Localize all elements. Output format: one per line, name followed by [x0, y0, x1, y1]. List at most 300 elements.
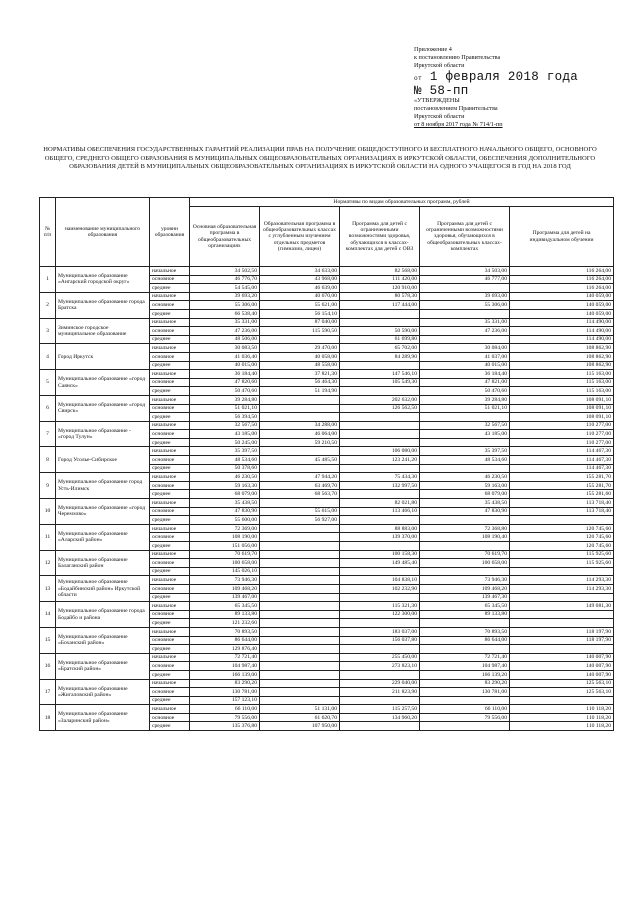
municipality-name: Город Иркутск — [56, 344, 150, 370]
municipality-name: Муниципальное образование город Усть-Илимск — [56, 473, 150, 499]
norm-value-c1: 55 600,00 — [190, 516, 260, 525]
education-level: начальное — [150, 550, 190, 559]
norm-value-c1: 48 506,00 — [190, 335, 260, 344]
header-c2: Образовательная программа в общеобразовательных классах с углубленным изучением отдельных предметов (гимназии, лицеи) — [260, 207, 340, 267]
norm-value-c5: 155 281,60 — [510, 490, 614, 499]
norm-value-c2: 47 944,20 — [260, 473, 340, 482]
norm-value-c5 — [510, 619, 614, 628]
municipality-name: Муниципальное образование «Жигаловский район» — [56, 679, 150, 705]
norm-value-c5: 116 264,00 — [510, 267, 614, 276]
education-level: среднее — [150, 387, 190, 396]
municipality-name: Муниципальное образование Балаганский район — [56, 550, 150, 576]
norm-value-c3: 120 910,00 — [340, 284, 420, 293]
norm-value-c2: 40 058,00 — [260, 352, 340, 361]
norm-value-c4: 35 438,50 — [420, 499, 510, 508]
norm-value-c1: 89 133,80 — [190, 610, 260, 619]
norm-value-c2: 56 464,30 — [260, 378, 340, 387]
header-name: наименование муниципального образования — [56, 198, 150, 267]
education-level: начальное — [150, 524, 190, 533]
norm-value-c4 — [420, 542, 510, 551]
education-level: среднее — [150, 542, 190, 551]
norm-value-c4 — [420, 567, 510, 576]
norm-value-c3: 273 823,10 — [340, 662, 420, 671]
norm-value-c2: 59 210,50 — [260, 438, 340, 447]
norm-value-c3: 139 370,00 — [340, 533, 420, 542]
norm-value-c3 — [340, 670, 420, 679]
row-number: 17 — [40, 679, 56, 705]
norm-value-c4: 73 946,30 — [420, 576, 510, 585]
norm-value-c5: 120 745,60 — [510, 542, 614, 551]
norm-value-c5: 140 059,00 — [510, 292, 614, 301]
education-level: среднее — [150, 309, 190, 318]
norm-value-c5: 113 718,40 — [510, 499, 614, 508]
norm-value-c4 — [420, 335, 510, 344]
table-row — [40, 679, 614, 688]
education-level: начальное — [150, 421, 190, 430]
norm-value-c4 — [420, 722, 510, 731]
norm-value-c1: 35 397,50 — [190, 447, 260, 456]
row-number: 1 — [40, 267, 56, 293]
municipality-name: Муниципальное образование города Бодайбо и района — [56, 602, 150, 628]
appendix-date-row — [414, 71, 614, 85]
norm-value-c2 — [260, 464, 340, 473]
norm-value-c1: 47 820,60 — [190, 378, 260, 387]
norm-value-c5: 114 490,00 — [510, 335, 614, 344]
education-level: начальное — [150, 627, 190, 636]
norm-value-c2 — [260, 542, 340, 551]
norm-value-c3: 105 549,30 — [340, 378, 420, 387]
norm-value-c2 — [260, 584, 340, 593]
norm-value-c5: 108 862,90 — [510, 352, 614, 361]
norm-value-c3 — [340, 542, 420, 551]
norm-value-c1: 135 376,80 — [190, 722, 260, 731]
norm-value-c2 — [260, 696, 340, 705]
norm-value-c2: 34 288,00 — [260, 421, 340, 430]
header-level: уровни образования — [150, 198, 190, 267]
norm-value-c4: 40 015,00 — [420, 361, 510, 370]
norm-value-c5: 114 467,30 — [510, 464, 614, 473]
norm-value-c2 — [260, 610, 340, 619]
table-row — [40, 653, 614, 662]
education-level: среднее — [150, 361, 190, 370]
norm-value-c2: 55 621,00 — [260, 301, 340, 310]
norm-value-c3: 211 823,90 — [340, 688, 420, 697]
norm-value-c4: 108 190,40 — [420, 533, 510, 542]
norm-value-c4: 55 306,00 — [420, 301, 510, 310]
row-number: 10 — [40, 499, 56, 525]
norm-value-c2 — [260, 559, 340, 568]
norm-value-c5: 110 118,20 — [510, 722, 614, 731]
table-row — [40, 705, 614, 714]
norm-value-c4: 32 567,50 — [420, 421, 510, 430]
norm-value-c3 — [340, 387, 420, 396]
municipality-name: Муниципальное образование «Заларинский район» — [56, 705, 150, 731]
norm-value-c5: 108 091,10 — [510, 404, 614, 413]
education-level: основное — [150, 404, 190, 413]
norm-value-c4 — [420, 438, 510, 447]
norm-value-c1: 35 331,00 — [190, 318, 260, 327]
table-row — [40, 602, 614, 611]
norm-value-c2: 37 821,30 — [260, 370, 340, 379]
norm-value-c4: 30 084,00 — [420, 344, 510, 353]
norm-value-c1: 40 015,00 — [190, 361, 260, 370]
appendix-block — [414, 46, 614, 129]
norm-value-c3: 113 466,10 — [340, 507, 420, 516]
norm-value-c4: 89 133,80 — [420, 610, 510, 619]
education-level: основное — [150, 275, 190, 284]
municipality-name: Муниципальное образование «Бодайбинский район» Иркутской области — [56, 576, 150, 602]
norm-value-c4: 130 781,00 — [420, 688, 510, 697]
norm-value-c5: 108 862,90 — [510, 344, 614, 353]
norm-value-c4: 46 777,00 — [420, 275, 510, 284]
education-level: начальное — [150, 705, 190, 714]
norm-value-c3: 149 485,40 — [340, 559, 420, 568]
table-row — [40, 447, 614, 456]
education-level: среднее — [150, 670, 190, 679]
norm-value-c1: 68 079,00 — [190, 490, 260, 499]
norm-value-c4: 100 658,00 — [420, 559, 510, 568]
norm-value-c4: 46 230,50 — [420, 473, 510, 482]
norm-value-c1: 43 185,00 — [190, 430, 260, 439]
education-level: среднее — [150, 490, 190, 499]
table-row — [40, 576, 614, 585]
norm-value-c2: 107 950,00 — [260, 722, 340, 731]
norm-value-c1: 32 567,50 — [190, 421, 260, 430]
norm-value-c5: 108 862,90 — [510, 361, 614, 370]
row-number: 7 — [40, 421, 56, 447]
norm-value-c3 — [340, 490, 420, 499]
education-level: начальное — [150, 344, 190, 353]
norm-value-c4 — [420, 516, 510, 525]
norm-value-c2: 55 615,00 — [260, 507, 340, 516]
table-row — [40, 524, 614, 533]
norm-value-c3 — [340, 464, 420, 473]
header-num: № п/п — [40, 198, 56, 267]
norm-value-c2: 87 040,00 — [260, 318, 340, 327]
norm-value-c2: 48 558,00 — [260, 361, 340, 370]
norm-value-c5: 110 277,00 — [510, 421, 614, 430]
education-level: основное — [150, 352, 190, 361]
education-level: начальное — [150, 576, 190, 585]
norm-value-c1: 50 378,60 — [190, 464, 260, 473]
norm-value-c4 — [420, 413, 510, 422]
norm-value-c4: 79 556,00 — [420, 713, 510, 722]
norm-value-c2: 61 620,70 — [260, 713, 340, 722]
norm-value-c5: 114 293,30 — [510, 576, 614, 585]
norm-value-c1: 83 290,20 — [190, 679, 260, 688]
norm-value-c5: 115 163,00 — [510, 378, 614, 387]
norm-value-c1: 50 245,00 — [190, 438, 260, 447]
norm-value-c2: 56 927,00 — [260, 516, 340, 525]
norm-value-c2 — [260, 662, 340, 671]
norm-value-c2: 115 590,50 — [260, 327, 340, 336]
document-title: НОРМАТИВЫ ОБЕСПЕЧЕНИЯ ГОСУДАРСТВЕННЫХ ГАРАНТИЙ РЕАЛИЗАЦИИ ПРАВ НА ПОЛУЧЕНИЕ ОБЩЕДОСТУПНОГО И БЕСПЛАТНОГО НАЧАЛЬНОГО ОБЩЕГО, ОСНОВНОГО ОБЩЕГО, СРЕДНЕГО ОБЩЕГО ОБРАЗОВАНИЯ В МУНИЦИПАЛЬНЫХ ОБЩЕОБРАЗОВАТЕЛЬНЫХ ОРГАНИЗАЦИЯХ В ИРКУТСКОЙ ОБЛАСТИ, ОБЕСПЕЧЕНИЯ ДОПОЛНИТЕЛЬНОГО ОБРАЗОВАНИЯ ДЕТЕЙ В МУНИЦИПАЛЬНЫХ ОБЩЕОБРАЗОВАТЕЛЬНЫХ ОРГАНИЗАЦИЯХ В ИРКУТСКОЙ ОБЛАСТИ НА ОДНОГО УЧАЩЕГОСЯ В ГОД НА 2018 ГОД — [43, 146, 597, 171]
norm-value-c1: 30 083,50 — [190, 344, 260, 353]
norm-value-c3: 106 080,00 — [340, 447, 420, 456]
norm-value-c2 — [260, 524, 340, 533]
education-level: основное — [150, 610, 190, 619]
norm-value-c1: 79 556,00 — [190, 713, 260, 722]
norm-value-c2: 40 670,00 — [260, 292, 340, 301]
education-level: среднее — [150, 593, 190, 602]
norm-value-c3: 202 632,00 — [340, 395, 420, 404]
norm-value-c3 — [340, 430, 420, 439]
norm-value-c5: 149 081,30 — [510, 602, 614, 611]
norm-value-c1: 130 781,00 — [190, 688, 260, 697]
education-level: среднее — [150, 438, 190, 447]
norm-value-c1: 72 369,00 — [190, 524, 260, 533]
norm-value-c2 — [260, 645, 340, 654]
municipality-name: Муниципальное образование «город Саянск» — [56, 370, 150, 396]
norm-value-c4: 166 139,20 — [420, 670, 510, 679]
education-level: среднее — [150, 335, 190, 344]
norm-value-c5: 125 563,10 — [510, 679, 614, 688]
norm-value-c2: 46 639,00 — [260, 284, 340, 293]
norm-value-c2 — [260, 499, 340, 508]
norm-value-c3 — [340, 645, 420, 654]
education-level: основное — [150, 456, 190, 465]
table-row — [40, 473, 614, 482]
table-row — [40, 344, 614, 353]
norm-value-c3: 183 037,00 — [340, 627, 420, 636]
norm-value-c3 — [340, 361, 420, 370]
norm-value-c2: 63 469,70 — [260, 481, 340, 490]
row-number: 4 — [40, 344, 56, 370]
norm-value-c5: 115 163,00 — [510, 387, 614, 396]
norm-value-c5: 120 745,60 — [510, 524, 614, 533]
education-level: начальное — [150, 395, 190, 404]
education-level: основное — [150, 430, 190, 439]
date-prefix: от — [414, 74, 423, 82]
norm-value-c4: 70 619,70 — [420, 550, 510, 559]
appendix-number: № 58-пп — [414, 83, 469, 98]
education-level: среднее — [150, 284, 190, 293]
norm-value-c4: 47 821,00 — [420, 378, 510, 387]
education-level: начальное — [150, 653, 190, 662]
norm-value-c5: 155 281,70 — [510, 481, 614, 490]
norm-value-c5: 110 118,20 — [510, 705, 614, 714]
norm-value-c1: 50 470,60 — [190, 387, 260, 396]
norm-value-c1: 39 284,80 — [190, 395, 260, 404]
row-number: 6 — [40, 395, 56, 421]
table-row — [40, 550, 614, 559]
table-row — [40, 627, 614, 636]
norm-value-c3: 123 241,20 — [340, 456, 420, 465]
norm-value-c4: 66 110,00 — [420, 705, 510, 714]
norm-value-c1: 145 026,10 — [190, 567, 260, 576]
row-number: 11 — [40, 524, 56, 550]
norm-value-c2 — [260, 593, 340, 602]
norm-value-c4: 51 021,10 — [420, 404, 510, 413]
appendix-line: к постановлению Правительства — [414, 54, 501, 62]
norm-value-c5 — [510, 610, 614, 619]
norm-value-c3: 100 158,30 — [340, 550, 420, 559]
appendix-line: Приложение 4 — [414, 46, 452, 53]
norm-value-c4: 48 534,60 — [420, 456, 510, 465]
norm-value-c5 — [510, 696, 614, 705]
norm-value-c1: 104 987,40 — [190, 662, 260, 671]
education-level: основное — [150, 584, 190, 593]
norm-value-c3: 50 590,00 — [340, 327, 420, 336]
row-number: 15 — [40, 627, 56, 653]
norm-value-c4: 47 236,00 — [420, 327, 510, 336]
norm-value-c1: 39 693,20 — [190, 292, 260, 301]
norm-value-c5: 114 293,30 — [510, 584, 614, 593]
education-level: среднее — [150, 516, 190, 525]
table-row — [40, 267, 614, 276]
norm-value-c3: 88 883,00 — [340, 524, 420, 533]
norm-value-c3: 80 578,30 — [340, 292, 420, 301]
norm-value-c3 — [340, 593, 420, 602]
education-level: основное — [150, 559, 190, 568]
norm-value-c4 — [420, 619, 510, 628]
norm-value-c5: 118 197,90 — [510, 636, 614, 645]
education-level: основное — [150, 301, 190, 310]
norm-value-c1: 121 232,60 — [190, 619, 260, 628]
norm-value-c3: 82 568,00 — [340, 267, 420, 276]
norm-value-c1: 72 721,40 — [190, 653, 260, 662]
norm-value-c4: 109 468,20 — [420, 584, 510, 593]
norm-value-c5: 110 277,00 — [510, 430, 614, 439]
municipality-name: Муниципальное образование «Аларский район» — [56, 524, 150, 550]
norm-value-c3: 61 699,80 — [340, 335, 420, 344]
norm-value-c3: 84 289,90 — [340, 352, 420, 361]
norm-value-c2 — [260, 395, 340, 404]
norm-value-c2: 45 485,50 — [260, 456, 340, 465]
norm-value-c5: 115 925,60 — [510, 550, 614, 559]
norm-value-c4: 50 470,60 — [420, 387, 510, 396]
norm-value-c1: 51 021,10 — [190, 404, 260, 413]
norm-value-c1: 70 619,70 — [190, 550, 260, 559]
appendix-line: от 8 ноября 2017 года № 714/1-пп — [414, 121, 503, 129]
norm-value-c3: 102 232,90 — [340, 584, 420, 593]
norm-value-c2: 34 633,00 — [260, 267, 340, 276]
norm-value-c1: 59 163,30 — [190, 481, 260, 490]
norm-value-c3: 111 420,00 — [340, 275, 420, 284]
norm-value-c4: 65 345,50 — [420, 602, 510, 611]
norm-value-c4 — [420, 464, 510, 473]
norm-value-c5: 116 264,00 — [510, 284, 614, 293]
table-row — [40, 318, 614, 327]
education-level: начальное — [150, 370, 190, 379]
norm-value-c5: 113 718,40 — [510, 507, 614, 516]
education-level: начальное — [150, 447, 190, 456]
norm-value-c5: 115 925,60 — [510, 559, 614, 568]
header-c5: Программа для детей на индивидуальном обучении — [510, 207, 614, 267]
norm-value-c3: 75 434,30 — [340, 473, 420, 482]
norm-value-c2 — [260, 619, 340, 628]
norm-value-c1: 129 876,40 — [190, 645, 260, 654]
norm-value-c1: 41 036,40 — [190, 352, 260, 361]
norm-value-c3: 82 021,80 — [340, 499, 420, 508]
education-level: среднее — [150, 696, 190, 705]
education-level: среднее — [150, 645, 190, 654]
norm-value-c5 — [510, 516, 614, 525]
norm-value-c1: 46 776,70 — [190, 275, 260, 284]
education-level: среднее — [150, 722, 190, 731]
municipality-name: Муниципальное образование «город Черемхово» — [56, 499, 150, 525]
education-level: основное — [150, 507, 190, 516]
norm-value-c2 — [260, 670, 340, 679]
norm-value-c5: 114 490,00 — [510, 327, 614, 336]
row-number: 14 — [40, 602, 56, 628]
norm-value-c1: 65 345,50 — [190, 602, 260, 611]
norm-value-c5: 140 059,00 — [510, 301, 614, 310]
norm-value-c5: 118 197,90 — [510, 627, 614, 636]
norm-value-c3: 122 300,00 — [340, 610, 420, 619]
norm-value-c5 — [510, 645, 614, 654]
norm-value-c2: 56 154,10 — [260, 309, 340, 318]
norm-value-c3: 65 702,00 — [340, 344, 420, 353]
norm-value-c5: 140 059,00 — [510, 309, 614, 318]
header-group: Нормативы по видам образовательных программ, рублей — [190, 198, 614, 207]
education-level: начальное — [150, 267, 190, 276]
norm-value-c1: 157 123,10 — [190, 696, 260, 705]
norm-value-c4: 83 290,20 — [420, 679, 510, 688]
norm-value-c2: 46 064,00 — [260, 430, 340, 439]
appendix-line: постановлением Правительства — [414, 104, 498, 112]
education-level: основное — [150, 327, 190, 336]
row-number: 12 — [40, 550, 56, 576]
norm-value-c1: 35 438,50 — [190, 499, 260, 508]
table-row — [40, 370, 614, 379]
education-level: среднее — [150, 619, 190, 628]
norm-value-c1: 47 236,00 — [190, 327, 260, 336]
education-level: среднее — [150, 567, 190, 576]
norm-value-c4: 72 368,80 — [420, 524, 510, 533]
norm-value-c2: 51 194,90 — [260, 387, 340, 396]
norm-value-c4: 39 284,80 — [420, 395, 510, 404]
norm-value-c5: 108 091,10 — [510, 413, 614, 422]
norm-value-c4: 47 830,90 — [420, 507, 510, 516]
norm-value-c1: 54 545,00 — [190, 284, 260, 293]
row-number: 16 — [40, 653, 56, 679]
norm-value-c5 — [510, 593, 614, 602]
row-number: 18 — [40, 705, 56, 731]
norm-value-c5: 108 091,10 — [510, 395, 614, 404]
norm-value-c1: 34 502,50 — [190, 267, 260, 276]
norm-value-c4: 41 037,00 — [420, 352, 510, 361]
norm-value-c1: 48 534,60 — [190, 456, 260, 465]
norm-value-c1: 166 139,00 — [190, 670, 260, 679]
norm-value-c3 — [340, 318, 420, 327]
row-number: 2 — [40, 292, 56, 318]
norm-value-c1: 108 190,00 — [190, 533, 260, 542]
norm-value-c5: 115 163,00 — [510, 370, 614, 379]
appendix-line: «УТВЕРЖДЕНЫ — [414, 96, 460, 104]
row-number: 5 — [40, 370, 56, 396]
norm-value-c4: 86 644,00 — [420, 636, 510, 645]
norm-value-c4: 72 721,40 — [420, 653, 510, 662]
appendix-line: Иркутской области — [414, 113, 465, 121]
norm-value-c4: 70 893,50 — [420, 627, 510, 636]
norm-value-c5: 114 490,00 — [510, 318, 614, 327]
norm-value-c5: 114 467,30 — [510, 456, 614, 465]
norm-value-c5: 120 745,60 — [510, 533, 614, 542]
education-level: среднее — [150, 464, 190, 473]
norm-value-c1: 151 056,00 — [190, 542, 260, 551]
norm-value-c5: 110 277,00 — [510, 438, 614, 447]
norm-value-c4: 34 503,00 — [420, 267, 510, 276]
norm-value-c5: 155 281,70 — [510, 473, 614, 482]
row-number: 8 — [40, 447, 56, 473]
norm-value-c3: 132 997,50 — [340, 481, 420, 490]
norm-value-c2 — [260, 688, 340, 697]
norm-value-c1: 70 893,50 — [190, 627, 260, 636]
norm-value-c1: 36 184,40 — [190, 370, 260, 379]
norm-value-c1: 55 306,00 — [190, 301, 260, 310]
norm-value-c2 — [260, 533, 340, 542]
